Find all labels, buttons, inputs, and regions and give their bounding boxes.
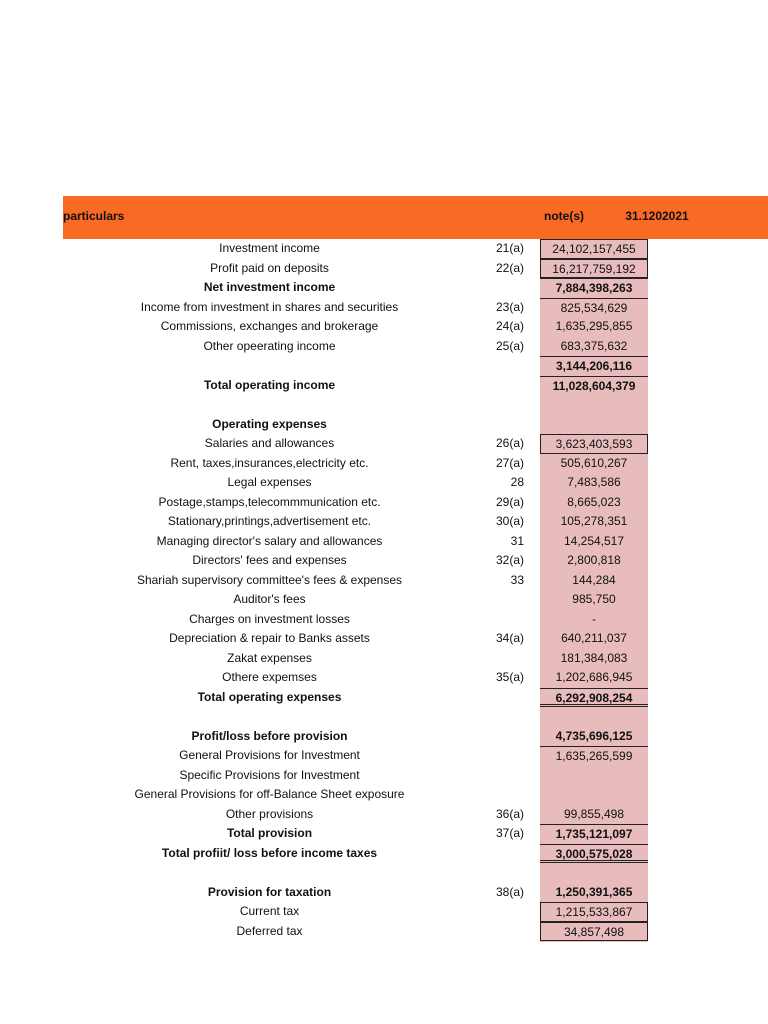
table-row	[0, 824, 768, 844]
table-row	[0, 766, 768, 786]
table-row	[0, 239, 768, 259]
row-amount: 985,750	[572, 592, 616, 606]
row-amount	[540, 415, 648, 435]
table-row	[0, 746, 768, 766]
row-amount: 640,211,037	[561, 631, 627, 645]
row-label: Total provision	[226, 826, 313, 840]
row-note: 36(a)	[495, 806, 524, 821]
row-label: Shariah supervisory committee's fees & expenses	[136, 572, 403, 587]
row-label: Specific Provisions for Investment	[179, 767, 360, 782]
row-label: Income from investment in shares and securities	[140, 299, 399, 314]
table-row	[0, 337, 768, 357]
row-amount: 34,857,498	[540, 922, 648, 942]
header-date: 31.1202021	[625, 209, 689, 223]
row-note: 38(a)	[495, 884, 524, 899]
row-label: Stationary,printings,advertisement etc.	[167, 514, 372, 528]
table-row	[0, 259, 768, 279]
row-label: Other provisions	[225, 806, 314, 821]
row-label: Managing director's salary and allowances	[156, 533, 383, 548]
table-header	[63, 196, 768, 239]
row-amount: 3,623,403,593	[540, 434, 648, 454]
row-amount: 14,254,517	[563, 533, 625, 548]
table-row	[0, 883, 768, 903]
row-note: 21(a)	[495, 241, 524, 255]
table-row	[0, 649, 768, 669]
row-amount	[540, 785, 648, 805]
row-amount	[540, 395, 648, 415]
row-amount: 1,635,265,599	[540, 746, 648, 766]
table-row	[0, 610, 768, 630]
row-note: 31	[510, 533, 524, 548]
row-label: Commissions, exchanges and brokerage	[160, 319, 379, 333]
row-amount: 8,665,023	[567, 494, 621, 509]
row-amount: 825,534,629	[540, 298, 648, 318]
table-row	[0, 473, 768, 493]
table-row	[0, 395, 768, 415]
row-label: Investment income	[219, 241, 320, 255]
statement-rows	[0, 239, 768, 941]
table-row	[0, 863, 768, 883]
row-amount: 11,028,604,379	[540, 376, 648, 396]
row-note: 27(a)	[495, 455, 524, 470]
table-row	[0, 571, 768, 591]
table-row	[0, 844, 768, 864]
row-label: Legal expenses	[227, 475, 312, 489]
table-row	[0, 415, 768, 435]
row-amount: 4,735,696,125	[555, 728, 633, 743]
table-row	[0, 454, 768, 474]
row-note: 24(a)	[495, 319, 524, 333]
row-amount: 1,735,121,097	[540, 824, 648, 844]
row-note: 23(a)	[495, 299, 524, 314]
header-particulars: particulars	[63, 209, 125, 223]
table-row	[0, 551, 768, 571]
row-amount: 3,000,575,028	[540, 844, 648, 864]
table-row	[0, 805, 768, 825]
row-note: 34(a)	[495, 631, 524, 645]
table-row	[0, 688, 768, 708]
row-amount: 683,375,632	[560, 338, 628, 353]
row-amount: 105,278,351	[560, 514, 628, 528]
row-amount: 2,800,818	[567, 553, 621, 567]
row-label: Salaries and allowances	[204, 436, 335, 450]
row-note: 33	[510, 572, 524, 587]
row-amount: 144,284	[572, 572, 616, 587]
row-amount: 1,250,391,365	[555, 884, 633, 899]
row-amount: -	[592, 611, 596, 626]
row-amount: 7,884,398,263	[540, 278, 648, 298]
row-label: Total operating expenses	[197, 689, 342, 704]
table-row	[0, 317, 768, 337]
table-row	[0, 434, 768, 454]
table-row	[0, 512, 768, 532]
row-amount: 3,144,206,116	[540, 356, 648, 376]
row-note: 26(a)	[495, 436, 524, 450]
row-label: Net investment income	[203, 280, 336, 294]
row-amount: 1,635,295,855	[555, 319, 633, 333]
row-amount: 6,292,908,254	[540, 688, 648, 708]
row-note: 28	[510, 475, 524, 489]
table-row	[0, 707, 768, 727]
table-row	[0, 922, 768, 942]
table-row	[0, 376, 768, 396]
table-row	[0, 785, 768, 805]
row-note: 29(a)	[495, 494, 524, 509]
row-note: 25(a)	[495, 338, 524, 353]
row-label: General Provisions for Investment	[179, 748, 360, 762]
row-label: Charges on investment losses	[189, 611, 350, 626]
row-amount: 1,202,686,945	[555, 670, 633, 684]
row-label: Deferred tax	[236, 923, 303, 938]
table-row	[0, 278, 768, 298]
table-row	[0, 902, 768, 922]
row-amount	[540, 707, 648, 727]
header-notes: note(s)	[544, 209, 584, 223]
row-amount: 1,215,533,867	[540, 902, 648, 922]
row-label: Total profiit/ loss before income taxes	[161, 845, 378, 860]
row-label: Total operating income	[203, 377, 336, 392]
row-label: Provision for taxation	[207, 884, 332, 899]
row-amount: 16,217,759,192	[540, 259, 648, 279]
row-label: Directors' fees and expenses	[192, 553, 347, 567]
row-note: 37(a)	[495, 826, 524, 840]
row-amount: 505,610,267	[560, 455, 628, 470]
row-amount	[540, 863, 648, 883]
row-amount: 181,384,083	[560, 650, 628, 665]
table-row	[0, 356, 768, 376]
row-note: 35(a)	[495, 670, 524, 684]
table-row	[0, 298, 768, 318]
row-label: Depreciation & repair to Banks assets	[169, 631, 370, 645]
row-label: Profit/loss before provision	[191, 728, 348, 743]
row-label: Operating expenses	[212, 416, 327, 431]
row-note: 30(a)	[495, 514, 524, 528]
row-label: Other opeerating income	[203, 338, 336, 353]
row-label: Auditor's fees	[233, 592, 306, 606]
row-note: 22(a)	[495, 260, 524, 275]
row-label: Postage,stamps,telecommmunication etc.	[158, 494, 381, 509]
row-label: Othere expemses	[222, 670, 317, 684]
table-row	[0, 493, 768, 513]
table-row	[0, 590, 768, 610]
row-label: General Provisions for off-Balance Sheet exposure	[134, 787, 405, 801]
row-amount	[540, 766, 648, 786]
row-amount: 99,855,498	[563, 806, 625, 821]
row-amount: 24,102,157,455	[540, 239, 648, 259]
row-note: 32(a)	[495, 553, 524, 567]
row-label: Profit paid on deposits	[210, 260, 329, 275]
row-amount: 7,483,586	[567, 475, 621, 489]
row-label: Zakat expenses	[227, 650, 312, 665]
table-row	[0, 532, 768, 552]
table-row	[0, 727, 768, 747]
table-row	[0, 629, 768, 649]
row-label: Current tax	[239, 904, 300, 918]
table-row	[0, 668, 768, 688]
row-label: Rent, taxes,insurances,electricity etc.	[170, 455, 369, 470]
